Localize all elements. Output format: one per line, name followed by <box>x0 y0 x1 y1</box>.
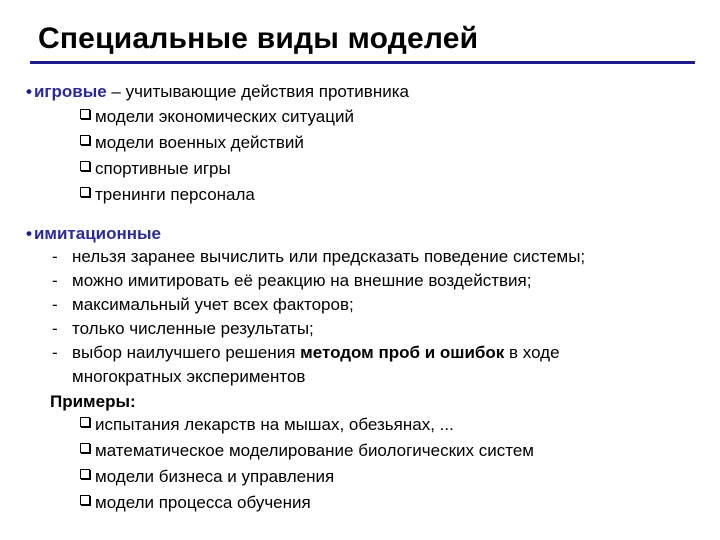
list-item: спортивные игры <box>80 159 231 179</box>
dash-item: - нельзя заранее вычислить или предсказать поведение системы; <box>52 247 586 266</box>
section-simulation <box>26 224 161 244</box>
list-item: математическое моделирование биологических систем <box>80 441 534 461</box>
dash-item: - только численные результаты; <box>52 319 314 338</box>
checkbox-bullet-icon <box>80 469 90 479</box>
list-item: испытания лекарств на мышах, обезьянах, ... <box>80 415 454 435</box>
bullet-icon: • <box>26 82 32 101</box>
checkbox-bullet-icon <box>80 135 90 145</box>
checkbox-bullet-icon <box>80 161 90 171</box>
term-simulation: имитационные <box>33 224 162 243</box>
bullet-icon: • <box>26 224 32 243</box>
dash-item-continuation: многократных экспериментов <box>72 367 306 386</box>
checkbox-bullet-icon <box>80 417 90 427</box>
section-games <box>26 82 409 102</box>
checkbox-bullet-icon <box>80 443 90 453</box>
dash-icon: - <box>52 271 58 290</box>
dash-item: - выбор наилучшего решения методом проб и ошибок в ходе <box>52 343 560 362</box>
dash-item: - можно имитировать её реакцию на внешние воздействия; <box>52 271 532 290</box>
slide-title: Специальные виды моделей <box>38 22 479 55</box>
dash-icon: - <box>52 247 58 266</box>
examples-label: Примеры: <box>50 392 136 411</box>
dash-icon: - <box>52 343 58 362</box>
checkbox-bullet-icon <box>80 495 90 505</box>
title-underline <box>30 61 695 64</box>
list-item: модели экономических ситуаций <box>80 107 354 127</box>
checkbox-bullet-icon <box>80 187 90 197</box>
dash-icon: - <box>52 319 58 338</box>
dash-item: - максимальный учет всех факторов; <box>52 295 354 314</box>
list-item: тренинги персонала <box>80 185 255 205</box>
bold-phrase: методом проб и ошибок <box>300 343 505 362</box>
term-games: игровые <box>33 82 107 101</box>
list-item: модели процесса обучения <box>80 493 311 513</box>
checkbox-bullet-icon <box>80 109 90 119</box>
dash-icon: - <box>52 295 58 314</box>
list-item: модели бизнеса и управления <box>80 467 334 487</box>
term-games-desc: – учитывающие действия противника <box>106 82 409 101</box>
list-item: модели военных действий <box>80 133 304 153</box>
